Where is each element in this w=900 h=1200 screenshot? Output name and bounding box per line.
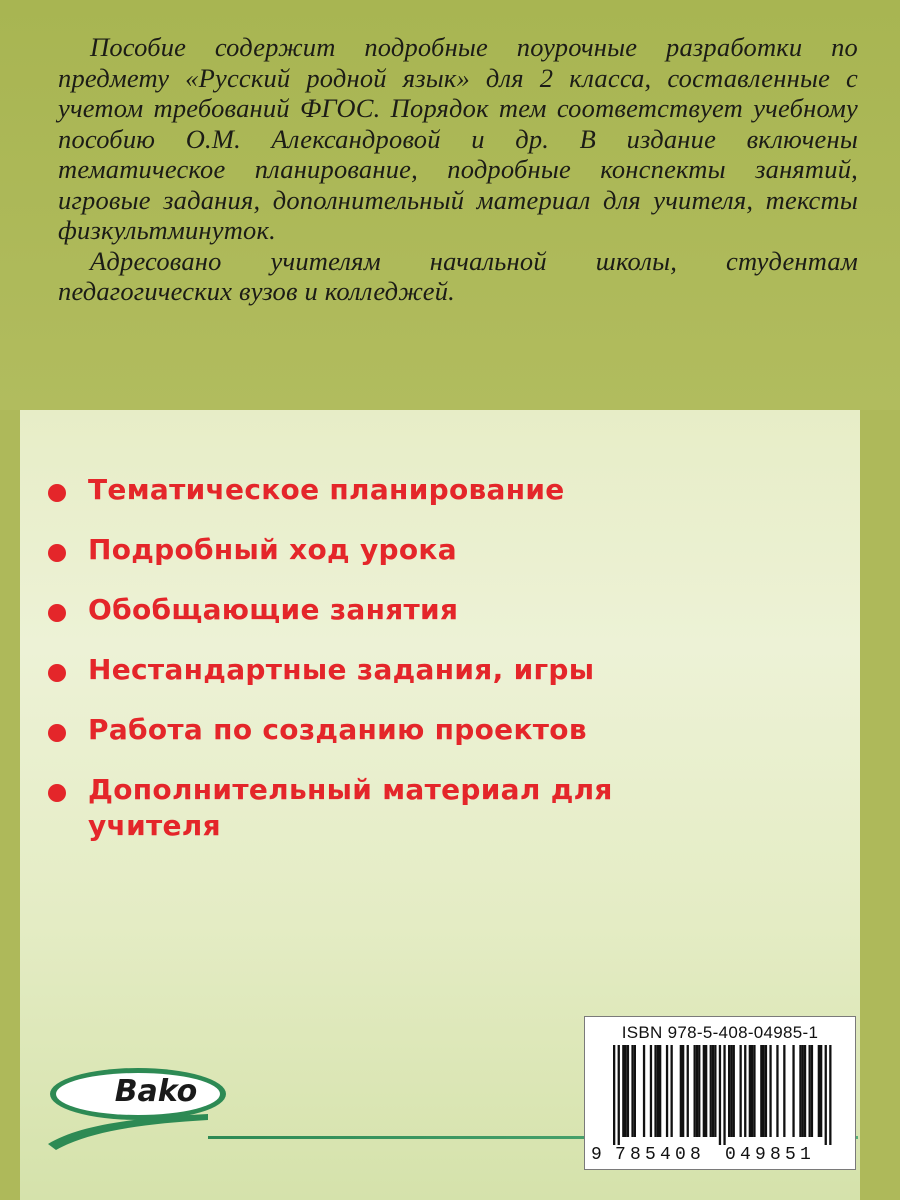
barcode-bar	[809, 1045, 811, 1137]
barcode-bar	[682, 1045, 684, 1137]
barcode-bar	[671, 1045, 673, 1137]
isbn-label: ISBN 978-5-408-04985-1	[621, 1023, 819, 1042]
barcode-bar	[650, 1045, 652, 1137]
barcode-bar	[631, 1045, 633, 1137]
isbn-block	[584, 1016, 856, 1170]
publisher-logo-text: Bako	[114, 1074, 198, 1109]
barcode-bar	[694, 1045, 696, 1137]
barcode-bar	[705, 1045, 707, 1137]
barcode-bar	[613, 1045, 615, 1145]
barcode-digits-right: 049851	[725, 1145, 816, 1165]
feature-label: Нестандартные задания, игры	[88, 653, 595, 686]
barcode-bar	[753, 1045, 755, 1137]
barcode-bar	[740, 1045, 742, 1137]
barcode-bar	[703, 1045, 705, 1137]
barcode-digit-lead: 9	[591, 1145, 602, 1165]
barcode-bar	[792, 1045, 794, 1137]
barcode-bar	[659, 1045, 661, 1137]
bullet-dot-icon	[48, 664, 66, 682]
feature-label: Подробный ход урока	[88, 533, 457, 566]
barcode-bar	[769, 1045, 771, 1137]
barcode-bar	[687, 1045, 689, 1137]
barcode-bar	[680, 1045, 682, 1137]
barcode-bar	[666, 1045, 668, 1137]
barcode-bar	[802, 1045, 804, 1137]
barcode-bar	[657, 1045, 659, 1137]
barcode-bar	[627, 1045, 629, 1137]
barcode-bar	[799, 1045, 801, 1137]
feature-label: Тематическое планирование	[88, 473, 565, 506]
feature-item	[0, 592, 880, 628]
feature-item	[0, 712, 880, 748]
barcode-bar	[763, 1045, 765, 1137]
feature-item	[0, 772, 688, 844]
barcode-icon	[599, 1045, 843, 1145]
bullet-dot-icon	[48, 484, 66, 502]
barcode-bar	[820, 1045, 822, 1137]
feature-item	[0, 652, 880, 688]
feature-label: Работа по созданию проектов	[88, 713, 587, 746]
barcode-bar	[776, 1045, 778, 1137]
barcode-bar	[714, 1045, 716, 1137]
barcode-bar	[625, 1045, 627, 1137]
barcode-bar	[765, 1045, 767, 1137]
barcode-bar	[804, 1045, 806, 1137]
description-paragraph-1: Пособие содержит подробные поурочные разработки по предмету «Русский родной язык» для 2 класса, составленные с учетом требований ФГОС. Порядок тем соответствует учебному пособию О.М. Александровой и др. В издание включены тематическое планирование, подробные конспекты занятий, игровые задания, дополнительный материал для учителя, тексты физкультминуток.	[58, 32, 858, 245]
barcode-bar	[733, 1045, 735, 1137]
barcode-bar	[618, 1045, 620, 1145]
barcode-bar	[698, 1045, 700, 1137]
barcode-bar	[811, 1045, 813, 1137]
feature-label: Обобщающие занятия	[88, 593, 459, 626]
barcode-bar	[710, 1045, 712, 1137]
book-description	[58, 32, 858, 307]
barcode-digits-left: 785408	[615, 1145, 706, 1165]
barcode-bar	[719, 1045, 721, 1145]
barcode-bar	[654, 1045, 656, 1137]
description-paragraph-2: Адресовано учителям начальной школы, студентам педагогических вузов и колледжей.	[58, 245, 858, 306]
feature-label: Дополнительный материал для учителя	[88, 773, 613, 842]
feature-list	[0, 472, 880, 868]
barcode-bar	[712, 1045, 714, 1137]
barcode-bar	[744, 1045, 746, 1137]
feature-item	[0, 472, 880, 508]
barcode-bar	[634, 1045, 636, 1137]
barcode-bar	[829, 1045, 831, 1145]
bullet-dot-icon	[48, 784, 66, 802]
barcode-bar	[728, 1045, 730, 1137]
barcode-bar	[825, 1045, 827, 1145]
barcode-bar	[723, 1045, 725, 1145]
barcode-bar	[818, 1045, 820, 1137]
bullet-dot-icon	[48, 544, 66, 562]
feature-item	[0, 532, 880, 568]
barcode-bar	[643, 1045, 645, 1137]
barcode-bar	[730, 1045, 732, 1137]
barcode-bar	[622, 1045, 624, 1137]
barcode-bar	[751, 1045, 753, 1137]
bullet-dot-icon	[48, 604, 66, 622]
barcode-bar	[760, 1045, 762, 1137]
barcode-bar	[783, 1045, 785, 1137]
bullet-dot-icon	[48, 724, 66, 742]
barcode-bar	[696, 1045, 698, 1137]
barcode-bar	[749, 1045, 751, 1137]
